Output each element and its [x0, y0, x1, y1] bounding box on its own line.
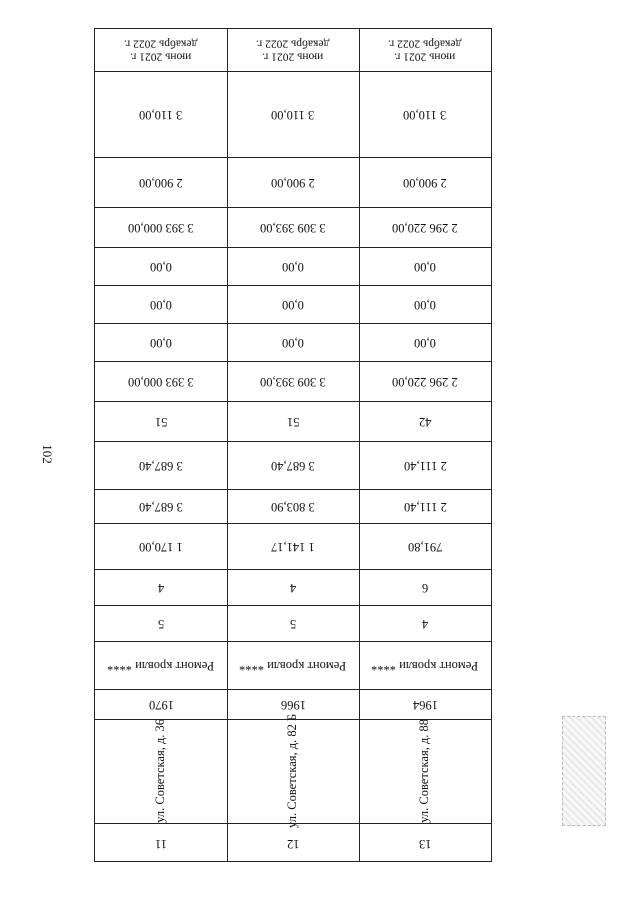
table-cell-fund-reg — [95, 285, 227, 323]
cell-text: 791,80 — [407, 539, 443, 554]
table-cell-fund-owners — [359, 207, 491, 247]
row-divider — [95, 207, 491, 208]
cell-text: 1964 — [412, 697, 438, 712]
table-cell-max-cost — [227, 71, 359, 157]
row-divider — [95, 247, 491, 248]
cell-text: 2 111,40 — [403, 499, 447, 514]
table-cell-entrances — [95, 569, 227, 605]
table-cell-deadline — [95, 29, 227, 71]
table-cell-area-repair — [227, 441, 359, 489]
cell-text: 0,00 — [150, 297, 172, 312]
cell-text: 3 803,90 — [271, 499, 315, 514]
table-cell-fund-fed — [359, 247, 491, 285]
cell-text: 3 687,40 — [139, 458, 183, 473]
cell-text: 0,00 — [150, 259, 172, 274]
table-cell-fund-reg — [227, 285, 359, 323]
row-divider — [95, 719, 491, 720]
cell-text: 5 — [289, 616, 297, 631]
table-cell-fund-loc — [359, 323, 491, 361]
table-cell-unit-cost — [95, 157, 227, 207]
table-cell-area-repair — [95, 441, 227, 489]
cell-text: 0,00 — [282, 259, 304, 274]
cell-text: 51 — [154, 414, 168, 429]
table-cell-residents — [227, 401, 359, 441]
cell-text: 0,00 — [282, 335, 304, 350]
cell-text: 2 900,00 — [403, 175, 447, 190]
table-cell-work-type — [95, 641, 227, 689]
table-cell-floors — [359, 605, 491, 641]
table-cell-max-cost — [359, 71, 491, 157]
cell-text: 13 — [418, 836, 432, 851]
table-cell-residents — [359, 401, 491, 441]
table-cell-entrances — [227, 569, 359, 605]
cell-text: 0,00 — [414, 335, 436, 350]
cell-text: 51 — [286, 414, 300, 429]
table-cell-fund-owners — [227, 207, 359, 247]
cell-text: Ремонт кровли **** — [239, 658, 347, 673]
table-cell-fund-fed — [227, 247, 359, 285]
page-number: 102 — [40, 444, 55, 464]
row-divider — [95, 569, 491, 570]
cell-text: 3 687,40 — [139, 499, 183, 514]
row-divider — [95, 323, 491, 324]
cell-text: 3 309 393,00 — [260, 374, 326, 389]
cell-text: 0,00 — [282, 297, 304, 312]
row-divider — [95, 823, 491, 824]
table-cell-area-roof — [227, 489, 359, 523]
row-divider — [95, 157, 491, 158]
row-divider — [95, 489, 491, 490]
repair-table — [94, 28, 492, 862]
cell-text: 3 110,00 — [271, 107, 315, 122]
cell-text: 3 687,40 — [271, 458, 315, 473]
cell-text: июнь 2021 г. декабрь 2022 г. — [388, 38, 462, 63]
row-divider — [95, 441, 491, 442]
table-cell-deadline — [227, 29, 359, 71]
table-column-11 — [95, 29, 227, 861]
row-divider — [95, 641, 491, 642]
table-cell-area-total — [95, 523, 227, 569]
cell-text: 11 — [154, 836, 168, 851]
table-cell-cost-total — [95, 361, 227, 401]
table-cell-max-cost — [95, 71, 227, 157]
row-divider — [95, 689, 491, 690]
table-cell-address — [227, 713, 359, 829]
cell-text: 0,00 — [414, 259, 436, 274]
cell-text: Ремонт кровли **** — [371, 658, 479, 673]
table-cell-year — [359, 689, 491, 719]
table-cell-floors — [227, 605, 359, 641]
cell-text: 4 — [421, 616, 429, 631]
table-cell-row-no — [227, 823, 359, 863]
cell-text: ул. Советская, д. 82 Б — [285, 713, 300, 829]
cell-text: 12 — [286, 836, 300, 851]
row-divider — [95, 605, 491, 606]
cell-text: 2 900,00 — [139, 175, 183, 190]
table-cell-address — [359, 719, 491, 823]
cell-text: июнь 2021 г. декабрь 2022 г. — [124, 38, 198, 63]
table-cell-unit-cost — [227, 157, 359, 207]
cell-text: 4 — [289, 580, 297, 595]
cell-text: 0,00 — [150, 335, 172, 350]
cell-text: 3 110,00 — [403, 107, 447, 122]
cell-text: 3 393 000,00 — [128, 220, 194, 235]
cell-text: 2 296 220,00 — [392, 374, 458, 389]
table-cell-area-repair — [359, 441, 491, 489]
table-cell-area-total — [359, 523, 491, 569]
table-cell-fund-reg — [359, 285, 491, 323]
cell-text: 0,00 — [414, 297, 436, 312]
table-cell-entrances — [359, 569, 491, 605]
cell-text: 1 170,00 — [139, 539, 183, 554]
table-cell-fund-loc — [227, 323, 359, 361]
table-cell-residents — [95, 401, 227, 441]
cell-text: 1970 — [148, 697, 174, 712]
table-cell-year — [95, 689, 227, 719]
row-divider — [95, 523, 491, 524]
cell-text: 6 — [421, 580, 429, 595]
row-divider — [95, 71, 491, 72]
cell-text: 3 110,00 — [139, 107, 183, 122]
row-divider — [95, 361, 491, 362]
table-cell-fund-fed — [95, 247, 227, 285]
cell-text: 1 141,17 — [271, 539, 315, 554]
table-cell-work-type — [359, 641, 491, 689]
cell-text: 3 393 000,00 — [128, 374, 194, 389]
row-divider — [95, 401, 491, 402]
column-divider — [227, 29, 228, 861]
table-cell-row-no — [95, 823, 227, 863]
cell-text: 1966 — [280, 697, 306, 712]
table-column-12 — [227, 29, 359, 861]
cell-text: 2 296 220,00 — [392, 220, 458, 235]
column-divider — [359, 29, 360, 861]
table-cell-fund-loc — [95, 323, 227, 361]
table-cell-cost-total — [227, 361, 359, 401]
table-cell-deadline — [359, 29, 491, 71]
table-cell-area-total — [227, 523, 359, 569]
table-cell-area-roof — [359, 489, 491, 523]
cell-text: 5 — [157, 616, 165, 631]
cell-text: 42 — [418, 414, 432, 429]
table-cell-cost-total — [359, 361, 491, 401]
cell-text: 2 900,00 — [271, 175, 315, 190]
table-cell-unit-cost — [359, 157, 491, 207]
table-cell-row-no — [359, 823, 491, 863]
cell-text: Ремонт кровли **** — [107, 658, 215, 673]
cell-text: ул. Советская, д. 36 — [153, 719, 168, 823]
cell-text: ул. Советская, д. 88 — [417, 719, 432, 823]
table-column-13 — [359, 29, 491, 861]
cell-text: 4 — [157, 580, 165, 595]
cell-text: 3 309 393,00 — [260, 220, 326, 235]
table-cell-work-type — [227, 641, 359, 689]
table-cell-area-roof — [95, 489, 227, 523]
scan-stamp — [562, 716, 606, 826]
table-cell-address — [95, 719, 227, 823]
cell-text: июнь 2021 г. декабрь 2022 г. — [256, 38, 330, 63]
table-cell-fund-owners — [95, 207, 227, 247]
table-cell-floors — [95, 605, 227, 641]
cell-text: 2 111,40 — [403, 458, 447, 473]
row-divider — [95, 285, 491, 286]
